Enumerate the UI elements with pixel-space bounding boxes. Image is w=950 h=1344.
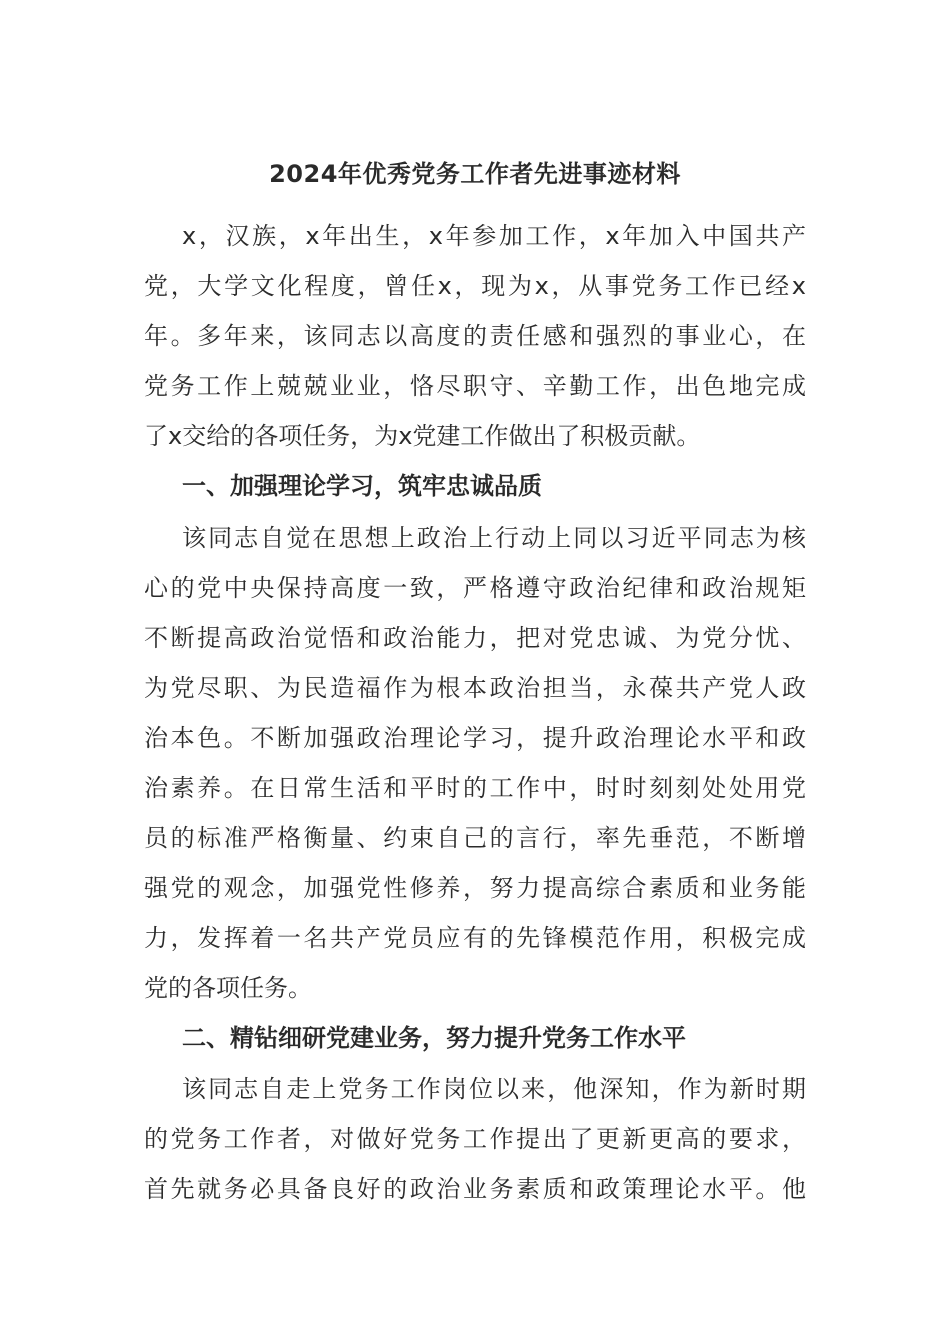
paragraph-line: 不断提高政治觉悟和政治能力，把对党忠诚、为党分忧、 <box>144 624 806 652</box>
paragraph-line: 员的标准严格衡量、约束自己的言行，率先垂范，不断增 <box>144 824 806 852</box>
paragraph-line: 治本色。不断加强政治理论学习，提升政治理论水平和政 <box>144 724 806 752</box>
document-title: 2024年优秀党务工作者先进事迹材料 <box>269 160 681 188</box>
paragraph-line: 的党务工作者，对做好党务工作提出了更新更高的要求， <box>144 1125 806 1153</box>
paragraph-line: 强党的观念，加强党性修养，努力提高综合素质和业务能 <box>144 874 806 902</box>
intro-line: 年。多年来，该同志以高度的责任感和强烈的事业心，在 <box>144 322 806 350</box>
paragraph-line: 力，发挥着一名共产党员应有的先锋模范作用，积极完成 <box>144 924 806 952</box>
paragraph-line: 该同志自走上党务工作岗位以来，他深知，作为新时期 <box>182 1075 806 1103</box>
paragraph-line: 为党尽职、为民造福作为根本政治担当，永葆共产党人政 <box>144 674 806 702</box>
paragraph-line: 该同志自觉在思想上政治上行动上同以习近平同志为核 <box>182 524 806 552</box>
intro-line: x，汉族，x年出生，x年参加工作，x年加入中国共产 <box>182 222 806 250</box>
paragraph-line: 心的党中央保持高度一致，严格遵守政治纪律和政治规矩 <box>144 574 806 602</box>
intro-line: 党，大学文化程度，曾任x，现为x，从事党务工作已经x <box>144 272 806 300</box>
intro-line: 党务工作上兢兢业业，恪尽职守、辛勤工作，出色地完成 <box>144 372 806 400</box>
paragraph-line: 党的各项任务。 <box>144 974 312 1002</box>
paragraph-line: 首先就务必具备良好的政治业务素质和政策理论水平。他 <box>144 1175 806 1203</box>
section-heading: 二、精钻细研党建业务，努力提升党务工作水平 <box>182 1024 686 1052</box>
section-heading: 一、加强理论学习，筑牢忠诚品质 <box>182 472 542 500</box>
intro-line: 了x交给的各项任务，为x党建工作做出了积极贡献。 <box>144 422 701 450</box>
paragraph-line: 治素养。在日常生活和平时的工作中，时时刻刻处处用党 <box>144 774 806 802</box>
